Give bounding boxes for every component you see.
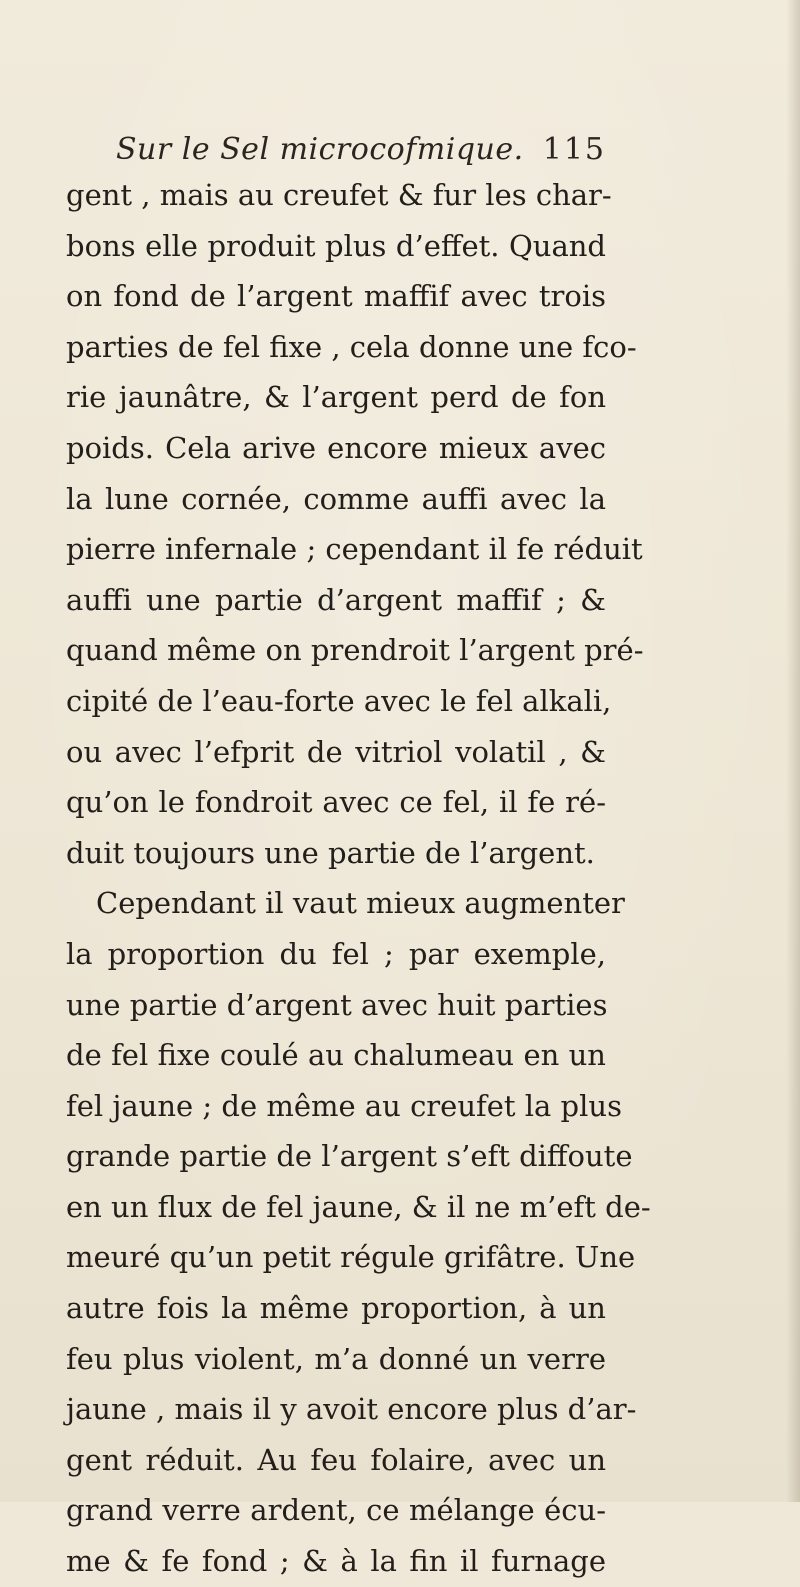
page-edge-shadow [786,0,800,1502]
text-line: Cependant il vaut mieux augmenter [96,886,625,921]
text-line: poids. Cela arive encore mieux avec [66,430,606,465]
page-number: 115 [542,132,606,167]
body-text [66,170,651,1587]
text-line: une partie d’argent avec huit parties [66,987,608,1022]
text-line: meuré qu’un petit régule grifâtre. Une [66,1240,636,1275]
text-line: feu plus violent, m’a donné un verre [66,1341,606,1376]
text-line: rie jaunâtre, & l’argent perd de fon [66,380,606,415]
text-line: fel jaune ; de même au creufet la plus [66,1088,622,1123]
text-line: gent réduit. Au feu folaire, avec un [66,1442,606,1477]
text-line: me & fe fond ; & à la fin il furnage [66,1544,606,1579]
text-line: pierre infernale ; cependant il fe réduit [66,532,643,567]
text-line: en un flux de fel jaune, & il ne m’eft de- [66,1189,651,1224]
text-line: ou avec l’efprit de vitriol volatil , & [66,734,606,769]
text-line: grande partie de l’argent s’eft diffoute [66,1139,633,1174]
text-line: autre fois la même proportion, à un [66,1291,606,1326]
text-line: la lune cornée, comme auffi avec la [66,481,606,516]
text-line: auffi une partie d’argent maffif ; & [66,582,606,617]
text-line: parties de fel fixe , cela donne une fco- [66,329,637,364]
text-line: qu’on le fondroit avec ce fel, il fe ré- [66,785,606,820]
text-line: bons elle produit plus d’effet. Quand [66,228,606,263]
text-line: de fel fixe coulé au chalumeau en un [66,1038,606,1073]
text-line: cipité de l’eau-forte avec le fel alkali, [66,683,612,718]
text-line: grand verre ardent, ce mélange écu- [66,1493,606,1528]
text-line: gent , mais au creufet & fur les char- [66,178,612,212]
running-title: Sur le Sel microcofmique. [116,132,524,167]
text-line: on fond de l’argent maffif avec trois [66,279,606,314]
text-line: la proportion du fel ; par exemple, [66,936,606,971]
text-line: duit toujours une partie de l’argent. [66,835,595,870]
text-line: jaune , mais il y avoit encore plus d’ar- [66,1392,637,1427]
text-line: quand même on prendroit l’argent pré- [66,633,644,668]
